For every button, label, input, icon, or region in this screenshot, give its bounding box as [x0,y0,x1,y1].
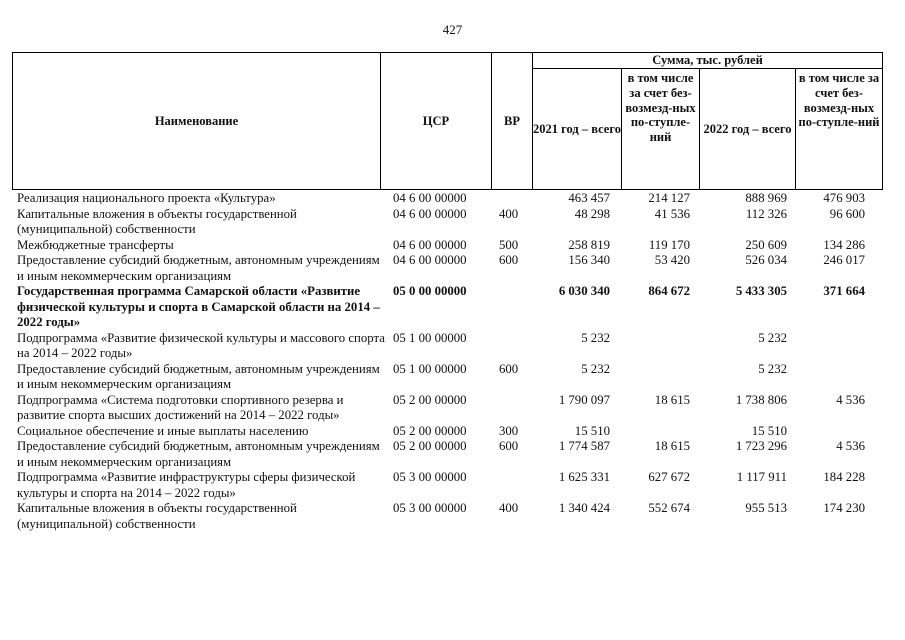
row-2021-free: 552 674 [648,501,690,515]
row-2021-total: 1 790 097 [558,392,610,407]
table-row [0,331,905,362]
row-csr: 05 2 00 00000 [393,439,467,453]
row-name: Предоставление субсидий бюджетным, автономным учреждениям и иным некоммерческим организациям [17,361,380,391]
row-vr: 500 [499,237,519,252]
row-vr: 600 [499,253,519,267]
row-2022-free: 134 286 [823,237,865,252]
row-2022-total: 5 232 [758,361,787,376]
row-2021-total: 1 625 331 [558,470,610,484]
row-csr: 05 2 00 00000 [393,392,467,407]
row-2021-free: 18 615 [654,439,690,453]
row-2022-free: 4 536 [836,439,865,453]
row-2022-total: 1 117 911 [736,470,787,484]
table-header [12,52,883,190]
row-2022-total: 250 609 [745,237,787,252]
table-row [0,238,905,254]
row-csr: 05 0 00 00000 [393,284,467,298]
row-2021-total: 6 030 340 [558,284,610,298]
row-csr: 05 3 00 00000 [393,470,467,484]
row-2022-free: 96 600 [829,206,865,221]
row-2022-free: 4 536 [836,392,865,407]
row-csr: 04 6 00 00000 [393,191,467,205]
table-row [0,207,905,238]
table-row [0,393,905,424]
header-2022-total: 2022 год – всего [700,69,796,190]
table-row [0,439,905,470]
row-2021-total: 156 340 [568,253,610,267]
row-vr: 400 [499,501,519,515]
row-name: Социальное обеспечение и иные выплаты населению [17,423,309,438]
table-row [0,424,905,440]
header-vr: ВР [492,53,533,190]
row-2021-total: 5 232 [581,330,610,345]
row-name: Реализация национального проекта «Культура» [17,191,276,205]
row-2021-total: 1 340 424 [558,501,610,515]
row-2021-free: 53 420 [654,253,690,267]
header-sum: Сумма, тыс. рублей [533,53,883,69]
row-2021-free: 41 536 [654,206,690,221]
row-name: Межбюджетные трансферты [17,237,174,252]
row-csr: 04 6 00 00000 [393,253,467,267]
row-csr: 04 6 00 00000 [393,206,467,221]
row-2021-total: 15 510 [574,423,610,438]
row-2022-free: 174 230 [823,501,865,515]
row-vr: 400 [499,206,519,221]
table-row [0,362,905,393]
page-number: 427 [442,22,463,37]
row-name: Подпрограмма «Развитие физической культуры и массового спорта на 2014 – 2022 годы» [17,330,385,360]
row-name: Капитальные вложения в объекты государственной (муниципальной) собственности [17,501,297,531]
row-name: Подпрограмма «Система подготовки спортивного резерва и развитие спорта высших достижений на 2014 – 2022 годы» [17,392,344,422]
header-name: Наименование [13,53,381,190]
row-2021-total: 463 457 [568,191,610,205]
row-2022-total: 526 034 [745,253,787,267]
row-vr: 600 [499,439,519,453]
row-2021-free: 119 170 [648,237,690,252]
row-2022-free: 476 903 [823,191,865,205]
row-vr: 600 [499,361,519,376]
header-2022-free: в том числе за счет без-возмезд-ных по-ступле-ний [796,69,883,190]
table-row [0,191,905,207]
row-name: Государственная программа Самарской области «Развитие физической культуры и спорта в Самарской области на 2014 – 2022 годы» [17,284,380,329]
row-2021-free: 627 672 [648,470,690,484]
table-body [0,191,905,532]
row-csr: 04 6 00 00000 [393,237,467,252]
table-row-program [0,284,905,331]
table-row [0,470,905,501]
header-2021-total: 2021 год – всего [533,69,622,190]
row-2022-free: 371 664 [823,284,865,298]
row-2022-free: 184 228 [823,470,865,484]
row-2021-free: 864 672 [648,284,690,298]
row-2021-free: 214 127 [648,191,690,205]
row-name: Предоставление субсидий бюджетным, автономным учреждениям и иным некоммерческим организациям [17,439,380,469]
row-2022-total: 1 738 806 [735,392,787,407]
row-2022-total: 888 969 [745,191,787,205]
row-2022-total: 1 723 296 [735,439,787,453]
row-2022-total: 5 433 305 [735,284,787,298]
header-2021-free: в том числе за счет без-возмезд-ных по-ступле-ний [622,69,700,190]
row-csr: 05 3 00 00000 [393,501,467,515]
row-2021-total: 258 819 [568,237,610,252]
row-2021-total: 5 232 [581,361,610,376]
row-vr: 300 [499,423,519,438]
header-csr: ЦСР [381,53,492,190]
row-2022-free: 246 017 [823,253,865,267]
row-2021-total: 1 774 587 [558,439,610,453]
row-2022-total: 5 232 [758,330,787,345]
row-csr: 05 1 00 00000 [393,361,467,376]
row-2022-total: 955 513 [745,501,787,515]
row-2021-free: 18 615 [654,392,690,407]
table-row [0,253,905,284]
row-2022-total: 112 326 [745,206,787,221]
row-csr: 05 1 00 00000 [393,330,467,345]
row-csr: 05 2 00 00000 [393,423,467,438]
row-2022-total: 15 510 [751,423,787,438]
row-name: Предоставление субсидий бюджетным, автономным учреждениям и иным некоммерческим организациям [17,253,380,283]
row-name: Подпрограмма «Развитие инфраструктуры сферы физической культуры и спорта на 2014 – 2022 годы» [17,470,356,500]
row-name: Капитальные вложения в объекты государственной (муниципальной) собственности [17,206,297,236]
row-2021-total: 48 298 [574,206,610,221]
table-row [0,501,905,532]
